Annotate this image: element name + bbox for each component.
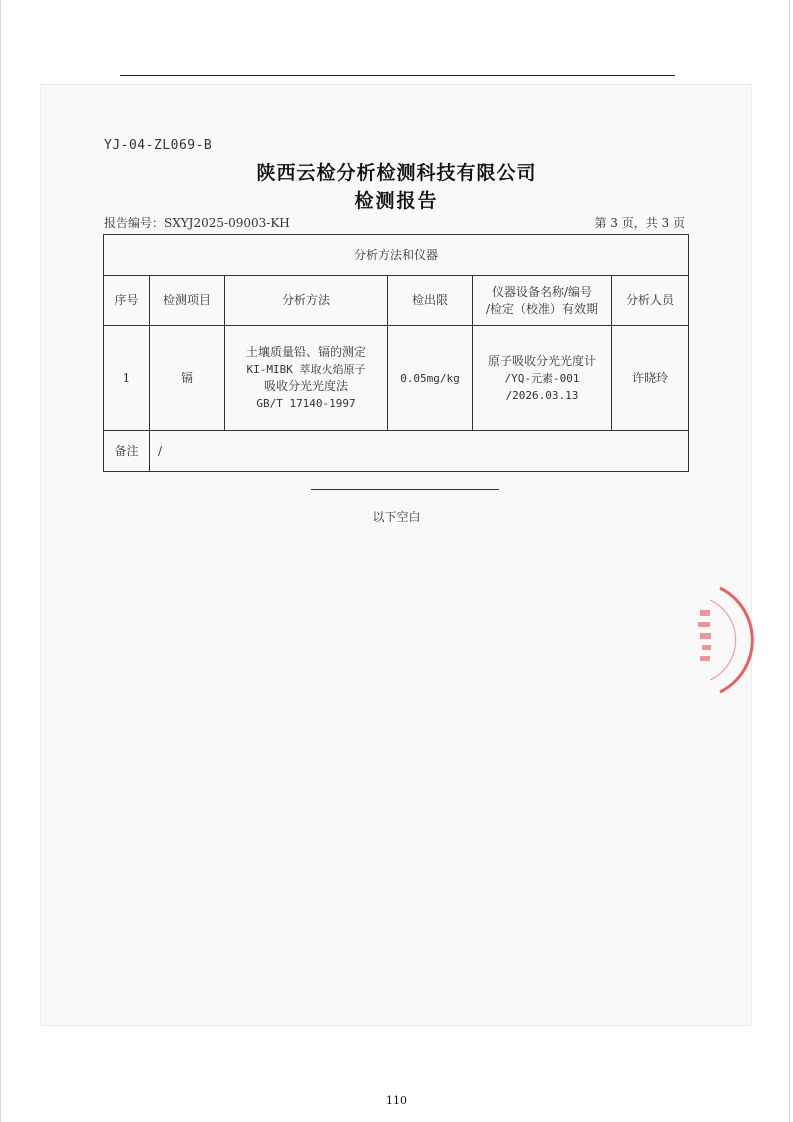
seal-arc [710,588,752,692]
method-line-3: 吸收分光光度法 [263,379,348,393]
cell-limit: 0.05mg/kg [388,326,473,431]
note-value: / [150,431,689,472]
section-title: 分析方法和仪器 [104,235,689,276]
cell-no: 1 [104,326,150,431]
page-info: 第 3 页，共 3 页 [594,216,685,230]
method-line-4: GB/T 17140-1997 [256,397,356,410]
cell-item: 镉 [150,326,225,431]
note-label: 备注 [104,431,150,472]
company-name: 陕西云检分析检测科技有限公司 [256,162,537,184]
header-instrument [473,276,612,326]
top-rule [120,75,675,76]
cell-method [225,326,388,431]
table-header-row [104,276,689,326]
end-rule [311,489,499,490]
page-number: 110 [386,1094,407,1107]
header-method: 分析方法 [225,276,388,326]
header-limit: 检出限 [388,276,473,326]
table-section-row [104,235,689,276]
document-code: YJ-04-ZL069-B [104,138,213,153]
report-title: 检测报告 [354,190,439,212]
instrument-line-2: /YQ-元素-001 [504,371,580,385]
end-of-report-text: 以下空白 [372,510,421,524]
header-analyst: 分析人员 [612,276,689,326]
company-seal [660,580,760,700]
method-line-2: KI-MIBK 萃取火焰原子 [246,363,366,376]
header-instrument-line-1: 仪器设备名称/编号 [491,284,593,299]
instrument-line-3: /2026.03.13 [505,388,579,402]
method-line-1: 土壤质量铅、镉的测定 [245,345,366,359]
table-note-row [104,431,689,472]
report-number: 报告编号：SXYJ2025-09003-KH [104,216,290,230]
seal-hatching [698,610,711,661]
table-row [104,326,689,431]
header-item: 检测项目 [150,276,225,326]
methods-table [103,234,689,472]
header-no: 序号 [104,276,150,326]
instrument-line-1: 原子吸收分光光度计 [487,353,596,368]
cell-analyst: 许晓玲 [612,326,689,431]
header-instrument-line-2: /检定（校准）有效期 [485,301,599,316]
cell-instrument [473,326,612,431]
